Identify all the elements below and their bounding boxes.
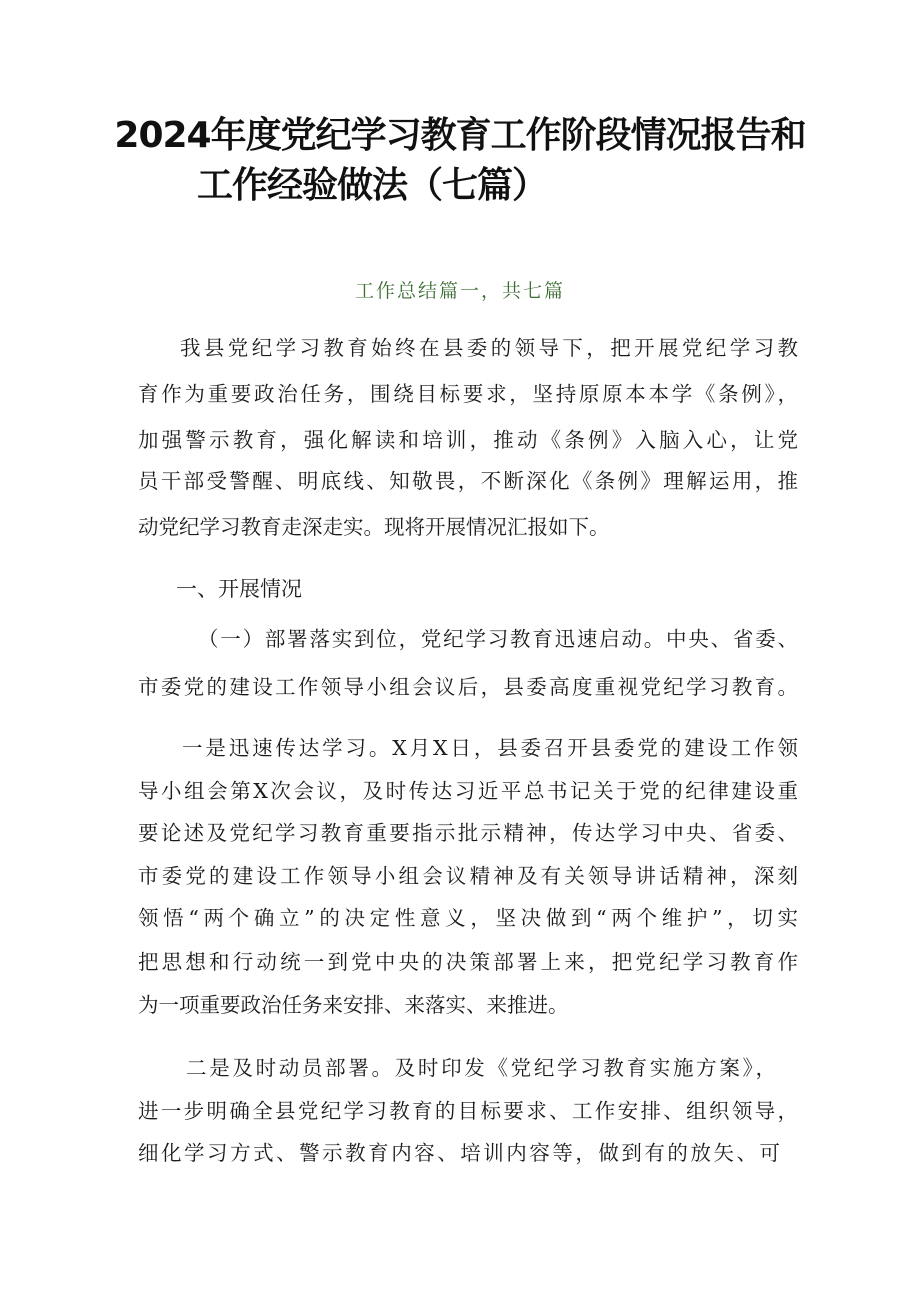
para3-line: 为一项重要政治任务来安排、来落实、来推进。: [138, 993, 569, 1017]
para3-line: 要论述及党纪学习教育重要指示批示精神，传达学习中央、省委、: [138, 821, 798, 845]
para4-line: 二是及时动员部署。及时印发《党纪学习教育实施方案》，: [186, 1056, 776, 1080]
para3-line: 把思想和行动统一到党中央的决策部署上来，把党纪学习教育作: [138, 950, 798, 974]
para1-line: 加强警示教育，强化解读和培训，推动《条例》入脑入心，让党: [138, 428, 798, 452]
para3-line: 导小组会第X次会议，及时传达习近平总书记关于党的纪律建设重: [138, 779, 798, 803]
para3-line: 市委党的建设工作领导小组会议精神及有关领导讲话精神，深刻: [138, 864, 798, 888]
document-title-line-1: 2024年度党纪学习教育工作阶段情况报告和: [114, 115, 806, 156]
para4-line: 细化学习方式、警示教育内容、培训内容等，做到有的放矢、可: [138, 1141, 780, 1165]
para4-line: 进一步明确全县党纪学习教育的目标要求、工作安排、组织领导，: [138, 1099, 798, 1123]
para1-line: 员干部受警醒、明底线、知敬畏，不断深化《条例》理解运用，推: [138, 469, 798, 493]
para2-line: 市委党的建设工作领导小组会议后，县委高度重视党纪学习教育。: [138, 675, 798, 699]
para3-line: 一是迅速传达学习。X月X日，县委召开县委党的建设工作领: [182, 736, 798, 760]
document-title-line-2: 工作经验做法（七篇）: [196, 165, 547, 206]
para1-line: 我县党纪学习教育始终在县委的领导下，把开展党纪学习教: [180, 336, 798, 360]
para3-line: 领悟“两个确立”的决定性意义，坚决做到“两个维护”，切实: [138, 906, 798, 930]
document-subtitle: 工作总结篇一，共七篇: [354, 280, 565, 302]
section-heading: 一、开展情况: [176, 577, 302, 601]
para1-line: 动党纪学习教育走深走实。现将开展情况汇报如下。: [138, 515, 610, 539]
para1-line: 育作为重要政治任务，围绕目标要求，坚持原原本本学《条例》，: [138, 382, 798, 406]
para2-line: （一）部署落实到位，党纪学习教育迅速启动。中央、省委、: [198, 627, 798, 651]
